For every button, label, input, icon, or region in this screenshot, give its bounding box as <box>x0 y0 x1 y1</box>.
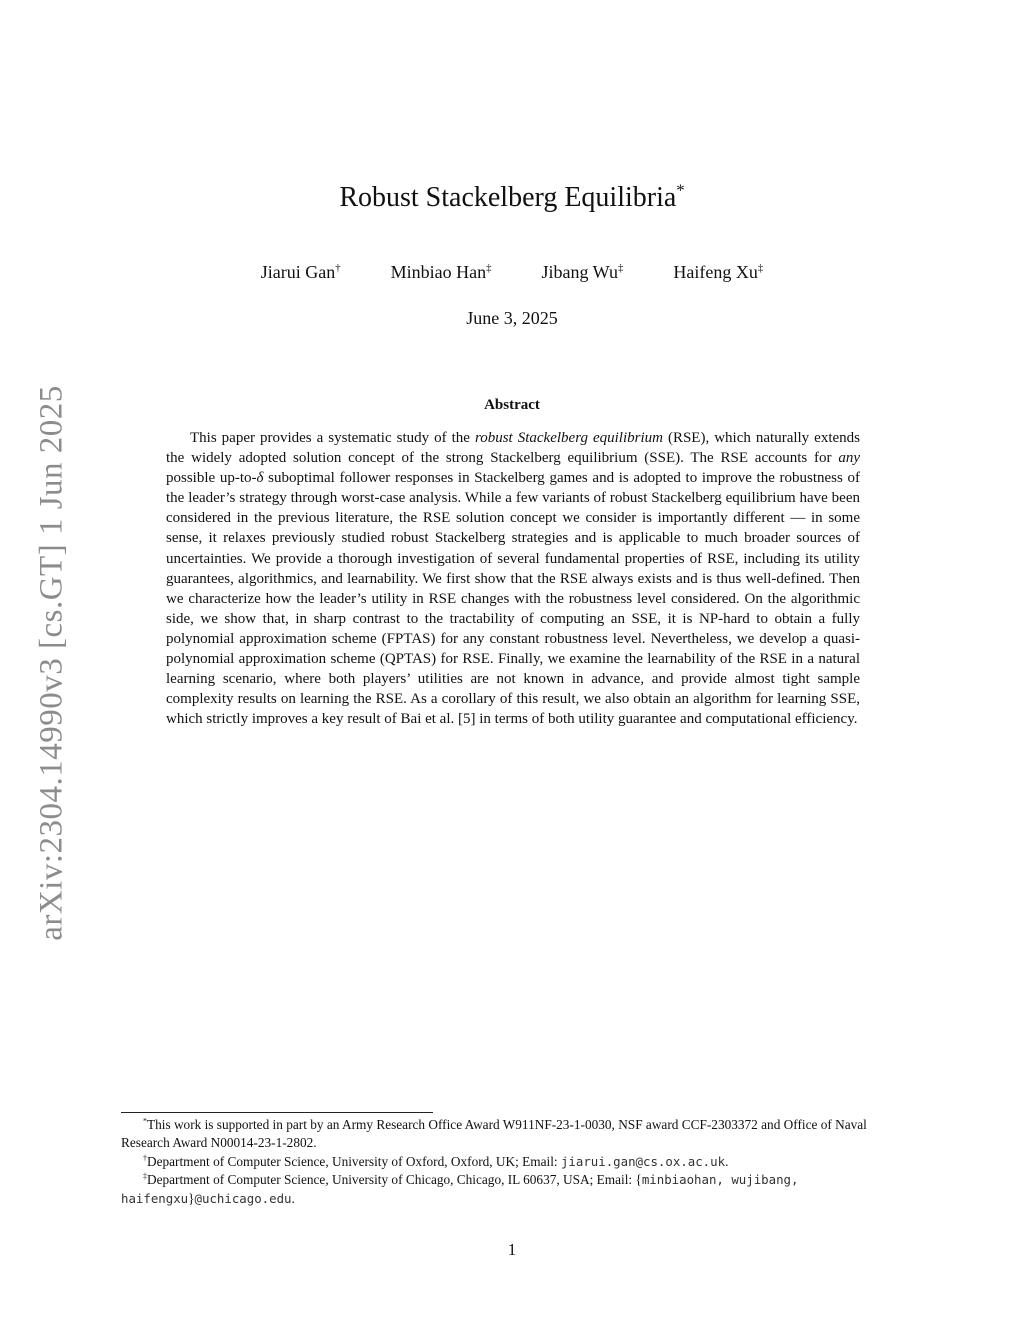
abstract-heading: Abstract <box>484 397 540 413</box>
footnotes <box>121 1116 907 1208</box>
publication-date: June 3, 2025 <box>466 308 558 328</box>
email-link[interactable]: jiarui.gan@cs.ox.ac.uk <box>560 1153 726 1169</box>
author: Jibang Wu‡ <box>541 262 624 282</box>
title-footnote-mark: * <box>676 180 685 200</box>
paper-title-text: Robust Stackelberg Equilibria <box>339 182 677 213</box>
author: Haifeng Xu‡ <box>673 262 764 282</box>
author-list <box>0 262 1024 283</box>
emphasis: any <box>838 450 860 467</box>
footnote-funding: *This work is supported in part by an Army Research Office Award W911NF-23-1-0030, NSF award CCF-2303372 and Office of Naval Research Award N00014-23-1-2802. <box>121 1116 867 1151</box>
paper-title <box>0 182 1024 214</box>
delta-symbol: δ <box>256 470 264 487</box>
footnote-affiliation-oxford: †Department of Computer Science, University of Oxford, Oxford, UK; Email: jiarui.gan@cs.ox.ac.uk. <box>143 1153 729 1169</box>
footnote-affiliation-chicago: ‡Department of Computer Science, University of Chicago, Chicago, IL 60637, USA; Email: {minbiaohan, wujibang, haifengxu}@uchicago.edu. <box>121 1171 799 1206</box>
abstract-body: This paper provides a systematic study of the robust Stackelberg equilibrium (RSE), which naturally extends the widely adopted solution concept of the strong Stackelberg equilibrium (SSE). The RSE accounts for any possible up-to-δ suboptimal follower responses in Stackelberg games and is adopted to improve the robustness of the leader’s strategy through worst-case analysis. While a few variants of robust Stackelberg equilibrium have been considered in the previous literature, the RSE solution concept we consider is importantly different — in some sense, it relaxes previously studied robust Stackelberg strategies and is applicable to much broader sources of uncertainties. We provide a thorough investigation of several fundamental properties of RSE, including its utility guarantees, algorithmics, and learnability. We first show that the RSE always exists and is thus well-defined. Then we characterize how the leader’s utility in RSE changes with the robustness level considered. On the algorithmic side, we show that, in sharp contrast to the tractability of computing an SSE, it is NP-hard to obtain a fully polynomial approximation scheme (FPTAS) for any constant robustness level. Nevertheless, we develop a quasi-polynomial approximation scheme (QPTAS) for RSE. Finally, we examine the learnability of the RSE in a natural learning scenario, where both players’ utilities are not known in advance, and provide almost tight sample complexity results on learning the RSE. As a corollary of this result, we also obtain an algorithm for learning SSE, which strictly improves a key result of Bai et al. [5] in terms of both utility guarantee and computational efficiency. <box>166 430 861 728</box>
author: Minbiao Han‡ <box>390 262 492 282</box>
footnote-rule <box>121 1112 433 1113</box>
email-link[interactable]: minbiaohan, wujibang, haifengxu <box>121 1172 799 1206</box>
page-number: 1 <box>507 1240 517 1259</box>
email-domain: @uchicago.edu <box>194 1190 292 1206</box>
emphasis: robust Stackelberg equilibrium <box>474 430 663 446</box>
author: Jiarui Gan† <box>260 262 341 282</box>
arxiv-identifier-stamp: arXiv:2304.14990v3 [cs.GT] 1 Jun 2025 <box>33 385 70 941</box>
